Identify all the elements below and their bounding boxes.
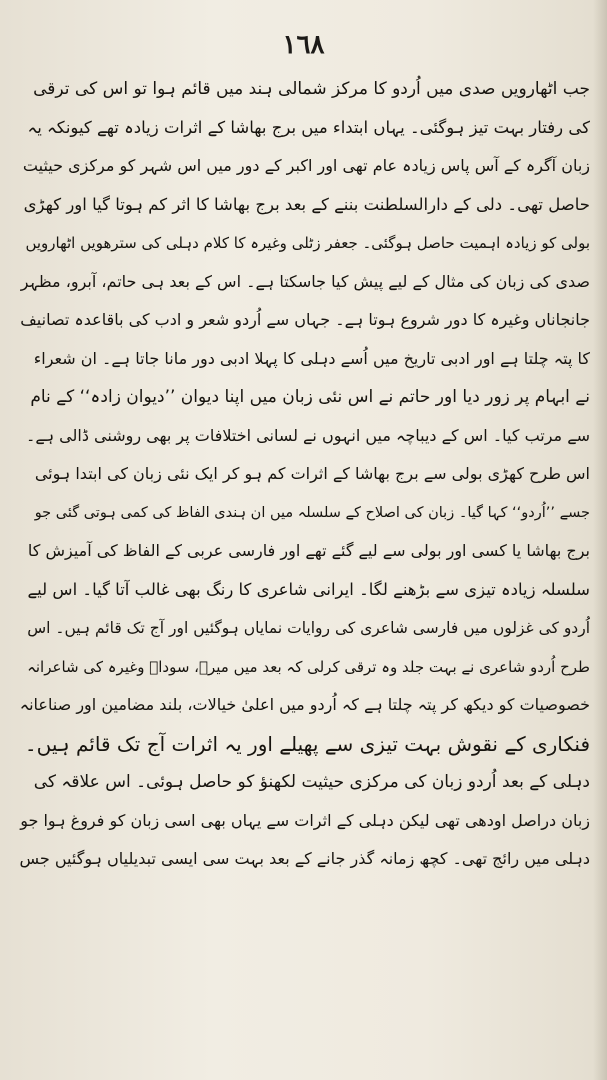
body-text — [18, 70, 590, 879]
text-line: سے مرتب کیا۔ اس کے دیباچہ میں انہوں نے لسانی اختلافات پر بھی روشنی ڈالی ہے۔ — [25, 425, 590, 445]
text-line: بولی کو زیادہ اہمیت حاصل ہوگئی۔ جعفر زٹلی وغیرہ کا کلام دہلی کی سترھویں اٹھارویں — [25, 234, 590, 252]
page-edge-shadow — [593, 0, 607, 1080]
text-line: جانجاناں وغیرہ کا دور شروع ہوتا ہے۔ جہاں سے اُردو شعر و ادب کی باقاعدہ تصانیف — [20, 310, 590, 329]
text-line: فنکاری کے نقوش بہت تیزی سے پھیلے اور یہ اثرات آج تک قائم ہیں۔ — [24, 731, 590, 756]
text-line: زبان آگرہ کے آس پاس زیادہ عام تھی اور اکبر کے دور میں اس شہر کو مرکزی حیثیت — [22, 156, 590, 175]
text-line: سلسلہ زیادہ تیزی سے بڑھنے لگا۔ ایرانی شاعری کا رنگ بھی غالب آتا گیا۔ اس لیے — [27, 579, 590, 599]
text-line: جب اٹھارویں صدی میں اُردو کا مرکز شمالی ہند میں قائم ہوا تو اس کی ترقی — [33, 79, 590, 99]
text-line: دہلی میں رائج تھی۔ کچھ زمانہ گذر جانے کے بعد بہت سی ایسی تبدیلیاں ہوگئیں جس — [19, 849, 590, 868]
text-line: طرح اُردو شاعری نے بہت جلد وہ ترقی کرلی کہ بعد میں میرؔ، سوداؔ وغیرہ کی شاعرانہ — [27, 657, 590, 676]
text-line: زبان دراصل اودھی تھی لیکن دہلی کے اثرات سے یہاں بھی اسی زبان کو فروغ ہوا جو — [20, 810, 590, 830]
text-line: دہلی کے بعد اُردو زبان کی مرکزی حیثیت لکھنؤ کو حاصل ہوئی۔ اس علاقہ کی — [33, 772, 590, 792]
text-line: کی رفتار بہت تیز ہوگئی۔ یہاں ابتداء میں برج بھاشا کے اثرات زیادہ تھے کیونکہ یہ — [27, 117, 590, 137]
text-line: برج بھاشا یا کسی اور بولی سے لیے گئے تھے اور فارسی عربی کے الفاظ کی آمیزش کا — [27, 541, 590, 560]
text-line: کا پتہ چلتا ہے اور ادبی تاریخ میں اُسے دہلی کا پہلا ادبی دور مانا جاتا ہے۔ ان شعراء — [33, 348, 590, 368]
text-line: خصوصیات کو دیکھ کر پتہ چلتا ہے کہ اُردو میں اعلیٰ خیالات، بلند مضامین اور صناعانہ — [19, 695, 590, 714]
text-line: جسے ’’اُردو‘‘ کہا گیا۔ زبان کی اصلاح کے سلسلہ میں ان ہندی الفاظ کی کمی ہوتی گئی جو — [34, 504, 590, 521]
text-line: صدی کی زبان کی مثال کے لیے پیش کیا جاسکتا ہے۔ اس کے بعد ہی حاتم، آبرو، مظہر — [20, 271, 590, 291]
page-number: ١٦٨ — [282, 30, 325, 60]
text-line: اُردو کی غزلوں میں فارسی شاعری کی روایات نمایاں ہوگئیں اور آج تک قائم ہیں۔ اس — [27, 619, 590, 637]
text-line: نے ابہام پر زور دیا اور حاتم نے اس نئی زبان میں اپنا دیوان ’’دیوان زادہ‘‘ کے نام — [30, 387, 590, 407]
text-line: اس طرح کھڑی بولی سے برج بھاشا کے اثرات کم ہو کر ایک نئی زبان کی ابتدا ہوئی — [34, 464, 590, 483]
text-line: حاصل تھی۔ دلی کے دارالسلطنت بننے کے بعد برج بھاشا کا اثر کم ہوتا گیا اور کھڑی — [23, 194, 590, 214]
